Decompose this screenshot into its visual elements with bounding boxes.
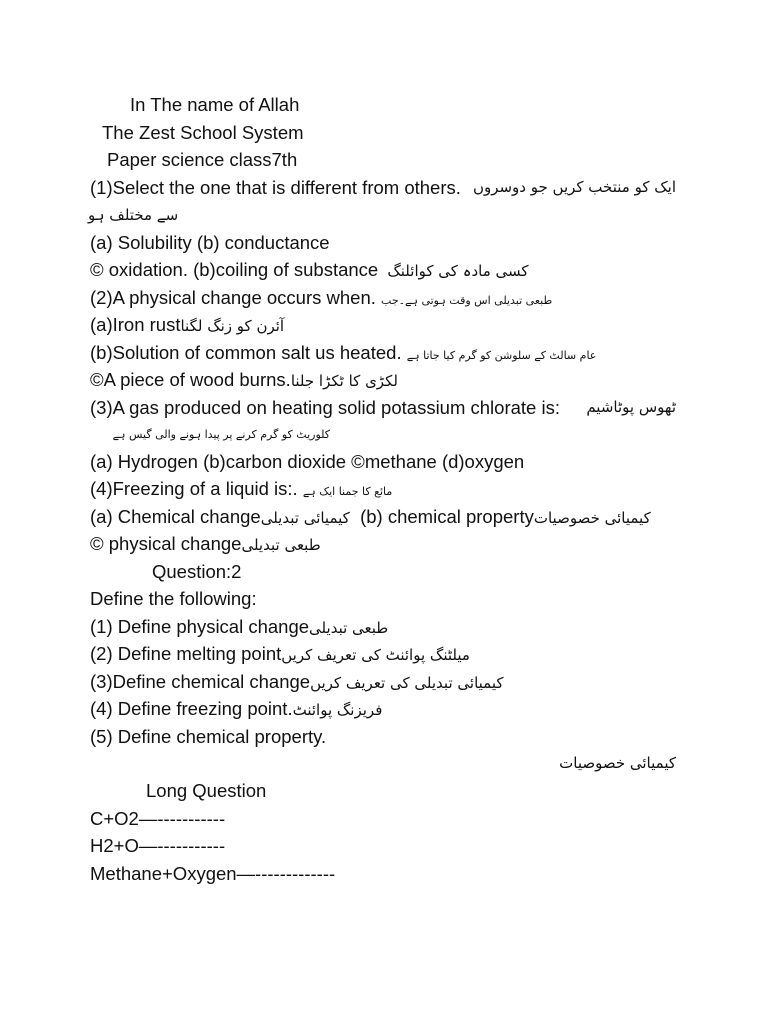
q4-option-c-en: © physical change bbox=[90, 533, 242, 554]
long-question-title: Long Question bbox=[146, 780, 267, 801]
q1-options-cd bbox=[90, 258, 529, 283]
question2-item-1-en: (1) Define physical change bbox=[90, 616, 310, 637]
q2-option-b-urdu: عام سالٹ کے سلوشن کو گرم کیا جاتا ہے bbox=[406, 349, 597, 362]
q2-option-a-en: (a)Iron rust bbox=[90, 314, 181, 335]
question2-item-5-en: (5) Define chemical property. bbox=[90, 726, 327, 747]
question2-item-3 bbox=[90, 670, 504, 695]
q2-option-c-urdu: لکڑی کا ٹکڑا جلنا bbox=[290, 372, 398, 390]
school-name: The Zest School System bbox=[102, 122, 304, 143]
q2-option-a-urdu: آئرن کو زنگ لگنا bbox=[180, 317, 285, 335]
question2-item-4 bbox=[90, 697, 382, 722]
q4-option-b-en: (b) chemical property bbox=[349, 506, 534, 527]
q4-prompt-urdu: مائع کا جمنا ایک ہے bbox=[302, 485, 393, 498]
long-question-line-2: H2+O—----------- bbox=[90, 835, 226, 856]
question2-item-3-en: (3)Define chemical change bbox=[90, 671, 311, 692]
q4-option-a-en: (a) Chemical change bbox=[90, 506, 261, 527]
q4-option-b-urdu: کیمیائی خصوصیات bbox=[533, 509, 651, 527]
q2-prompt-urdu: طبعی تبدیلی اس وقت ہوتی ہے۔جب bbox=[381, 294, 553, 307]
q2-option-b bbox=[90, 341, 596, 368]
q1-options-cd-urdu: کسی مادہ کی کوائلنگ bbox=[387, 262, 529, 280]
q1-prompt-en: (1)Select the one that is different from others. bbox=[90, 177, 461, 198]
question2-item-3-urdu: کیمیائی تبدیلی کی تعریف کریں bbox=[310, 674, 504, 692]
q2-option-b-en: (b)Solution of common salt us heated. bbox=[90, 342, 402, 363]
q2-option-c bbox=[90, 368, 398, 393]
question2-item-1 bbox=[90, 615, 388, 640]
question2-item-2 bbox=[90, 642, 470, 667]
q3-prompt-urdu-a: ٹھوس پوٹاشیم bbox=[586, 398, 676, 416]
q2-prompt bbox=[90, 286, 552, 313]
long-question-line-1: C+O2—----------- bbox=[90, 808, 226, 829]
header-line-1: In The name of Allah bbox=[130, 94, 300, 115]
question2-title: Question:2 bbox=[152, 561, 242, 582]
q1-prompt-urdu-a: ایک کو منتخب کریں جو دوسروں bbox=[472, 178, 676, 196]
q1-options-ab: (a) Solubility (b) conductance bbox=[90, 232, 330, 253]
q1-prompt bbox=[90, 176, 461, 200]
q4-options-ab bbox=[90, 505, 651, 530]
q4-prompt-en: (4)Freezing of a liquid is:. bbox=[90, 478, 298, 499]
question2-intro: Define the following: bbox=[90, 588, 257, 609]
q4-prompt bbox=[90, 477, 392, 504]
question2-item-5 bbox=[90, 725, 326, 749]
q3-options: (a) Hydrogen (b)carbon dioxide ©methane (d)oxygen bbox=[90, 451, 525, 472]
q2-option-c-en: ©A piece of wood burns. bbox=[90, 369, 291, 390]
question2-item-2-urdu: میلٹنگ پوائنٹ کی تعریف کریں bbox=[281, 646, 470, 664]
question2-item-5-urdu: کیمیائی خصوصیات bbox=[559, 754, 676, 772]
q2-option-a bbox=[90, 313, 284, 338]
q4-option-a-urdu: کیمیائی تبدیلی bbox=[260, 509, 350, 527]
question2-item-1-urdu: طبعی تبدیلی bbox=[309, 619, 389, 637]
q3-prompt: (3)A gas produced on heating solid potassium chlorate is: bbox=[90, 397, 560, 418]
q4-option-c-urdu: طبعی تبدیلی bbox=[241, 536, 321, 554]
question2-item-4-urdu: فریزنگ پوائنٹ bbox=[292, 701, 383, 719]
q3-prompt-urdu-b: کلوریٹ کو گرم کرنے پر پیدا ہونے والی گیس ہے bbox=[112, 428, 330, 441]
question2-item-2-en: (2) Define melting point bbox=[90, 643, 282, 664]
q4-option-c bbox=[90, 532, 321, 557]
question2-item-4-en: (4) Define freezing point. bbox=[90, 698, 293, 719]
q1-prompt-urdu-b: سے مختلف ہو bbox=[88, 206, 179, 224]
long-question-line-3: Methane+Oxygen—------------- bbox=[90, 863, 336, 884]
q2-prompt-en: (2)A physical change occurs when. bbox=[90, 287, 376, 308]
paper-title: Paper science class7th bbox=[107, 149, 298, 170]
q1-options-cd-en: © oxidation. (b)coiling of substance bbox=[90, 259, 379, 280]
